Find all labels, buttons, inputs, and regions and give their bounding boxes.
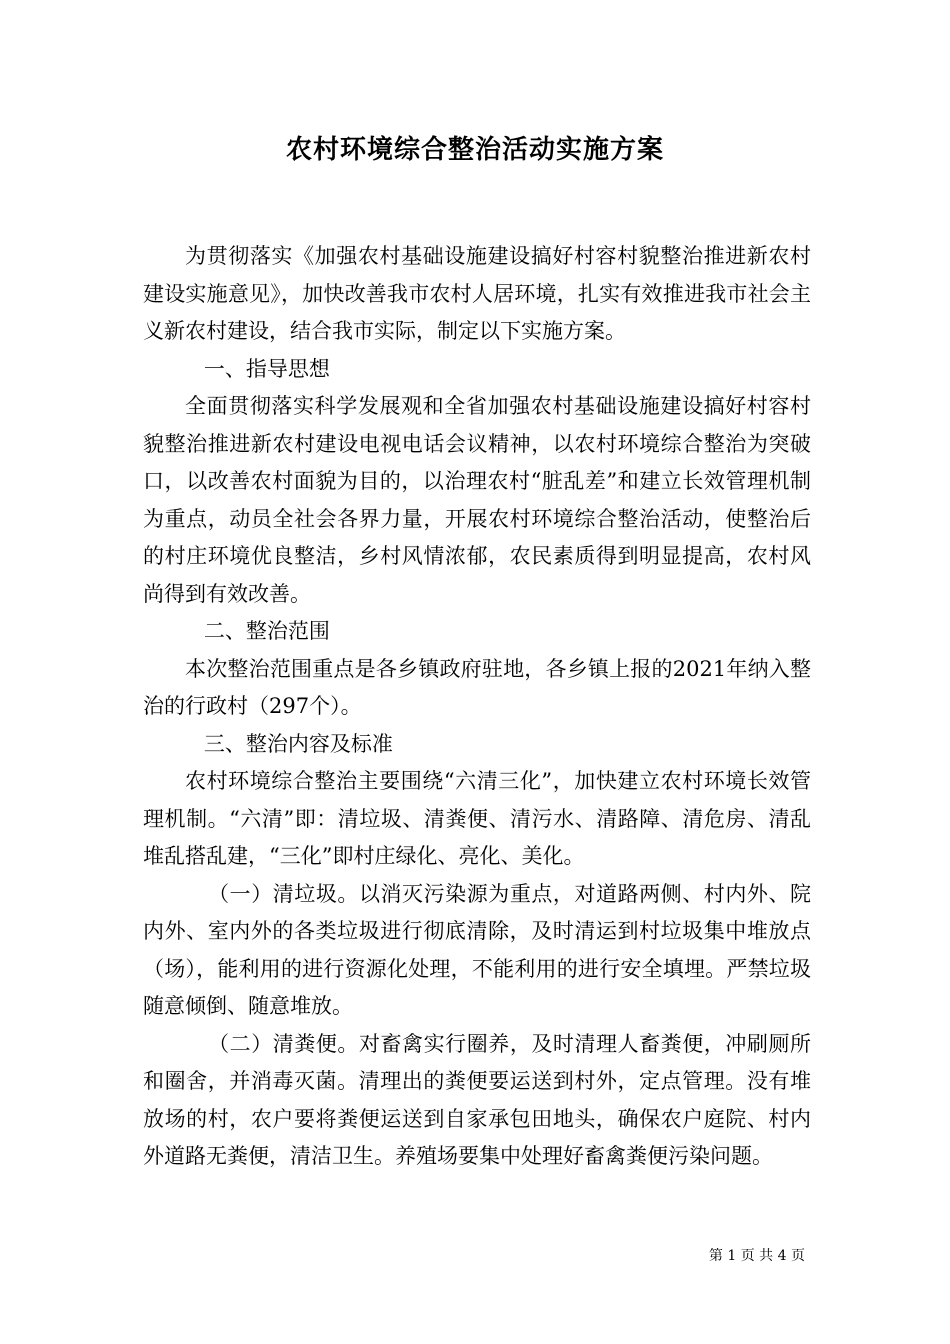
page-title: 农村环境综合整治活动实施方案 <box>285 135 664 165</box>
content-standards-paragraph: 农村环境综合整治主要围绕“六清三化”，加快建立农村环境长效管理机制。“六清”即：清垃圾、清粪便、清污水、清路障、清危房、清乱堆乱搭乱建，“三化”即村庄绿化、亮化、美化。 <box>143 769 811 868</box>
section-heading-content-standards: 三、整治内容及标准 <box>203 731 393 756</box>
scope-paragraph: 本次整治范围重点是各乡镇政府驻地，各乡镇上报的2021年纳入整治的行政村（297个）。 <box>143 656 811 718</box>
document-body <box>143 238 811 1176</box>
section-heading-guiding-thought: 一、指导思想 <box>203 356 330 381</box>
intro-paragraph: 为贯彻落实《加强农村基础设施建设搞好村容村貌整治推进新农村建设实施意见》，加快改善我市农村人居环境，扎实有效推进我市社会主义新农村建设，结合我市实际，制定以下实施方案。 <box>143 244 811 343</box>
page-number-footer: 第 1 页 共 4 页 <box>708 1248 805 1264</box>
section-heading-scope: 二、整治范围 <box>203 619 330 643</box>
item-clear-manure-paragraph: （二）清粪便。对畜禽实行圈养，及时清理人畜粪便，冲刷厕所和圈舍，并消毒灭菌。清理出的粪便要运送到村外，定点管理。没有堆放场的村，农户要将粪便运送到自家承包田地头，确保农户庭院、村内外道路无粪便，清洁卫生。养殖场要集中处理好畜禽粪便污染问题。 <box>143 1031 811 1168</box>
guiding-thought-paragraph: 全面贯彻落实科学发展观和全省加强农村基础设施建设搞好村容村貌整治推进新农村建设电视电话会议精神，以农村环境综合整治为突破口，以改善农村面貌为目的，以治理农村“脏乱差”和建立长效管理机制为重点，动员全社会各界力量，开展农村环境综合整治活动，使整治后的村庄环境优良整洁，乡村风情浓郁，农民素质得到明显提高，农村风尚得到有效改善。 <box>143 394 811 606</box>
item-clear-garbage-paragraph: （一）清垃圾。以消灭污染源为重点，对道路两侧、村内外、院内外、室内外的各类垃圾进行彻底清除，及时清运到村垃圾集中堆放点（场），能利用的进行资源化处理，不能利用的进行安全填埋。严禁垃圾随意倾倒、随意堆放。 <box>143 881 811 1018</box>
